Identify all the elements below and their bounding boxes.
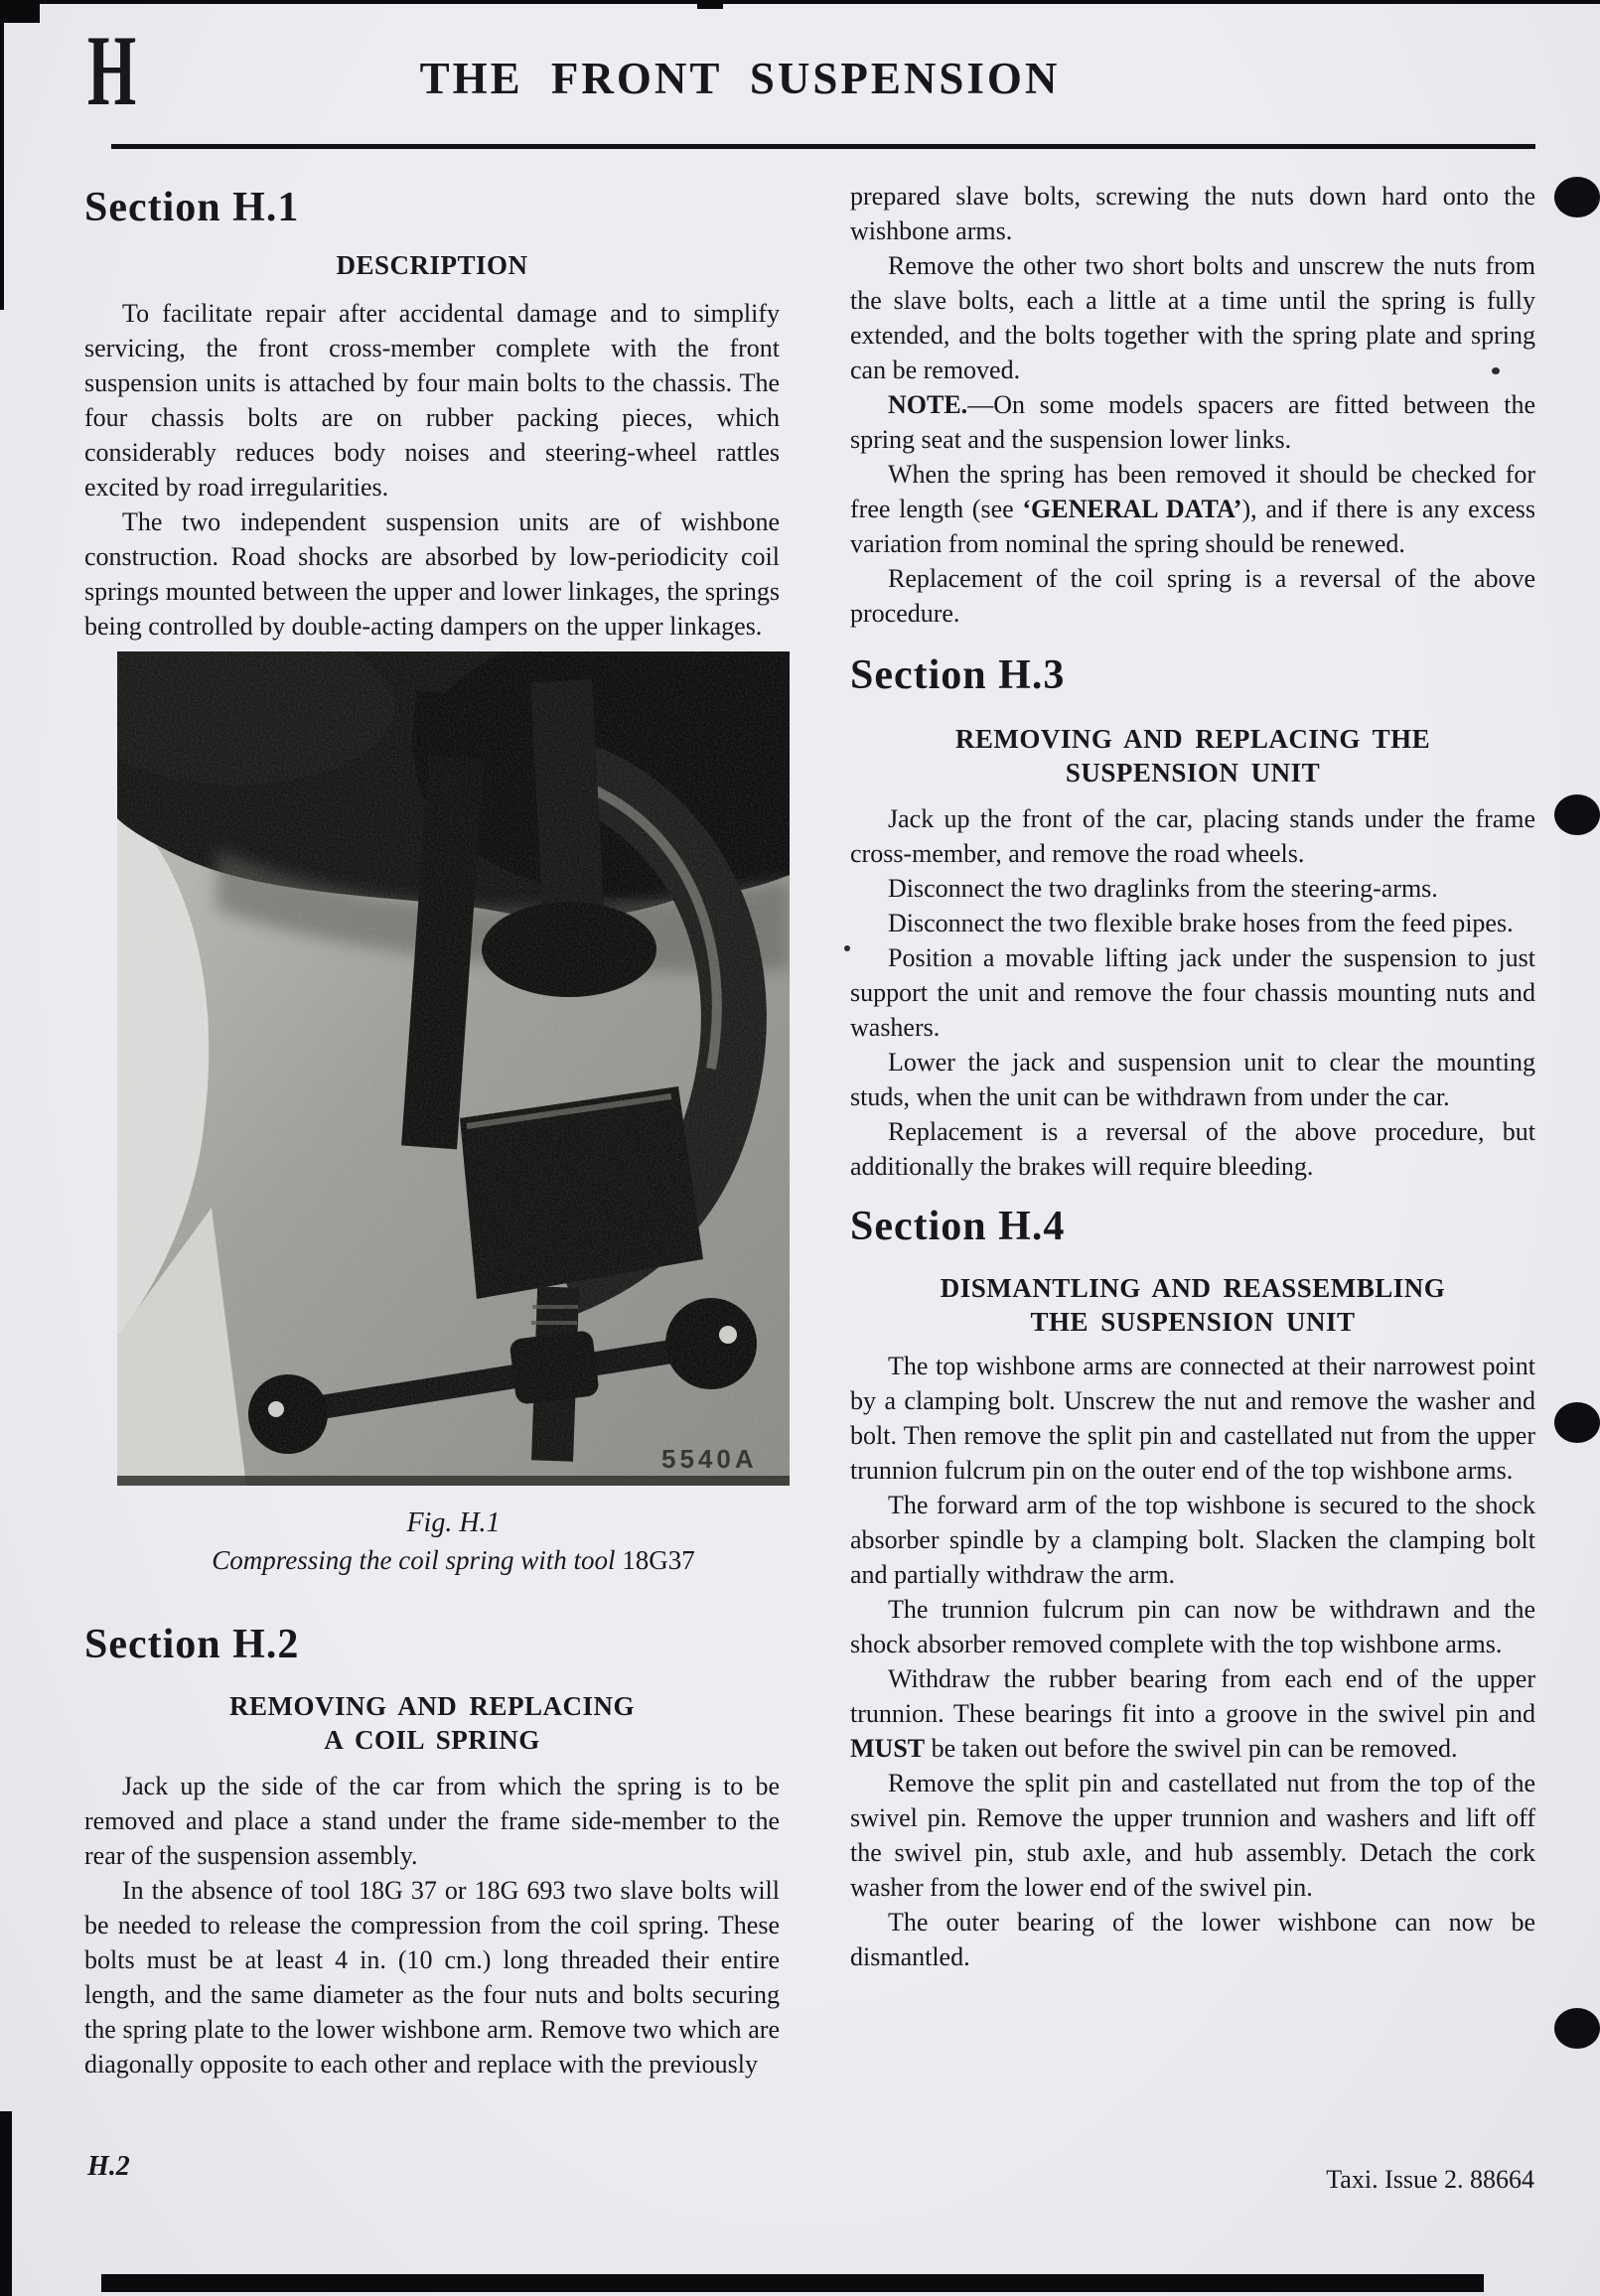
photo-bottom-edge bbox=[117, 1476, 790, 1486]
paragraph-h3: Position a movable lifting jack under the suspension to just support the unit and remove the four chassis mounting nuts and washers. bbox=[850, 943, 1535, 1042]
scan-bottom-strip bbox=[101, 2274, 1484, 2292]
paragraph-h4-rubber-bearing: Withdraw the rubber bearing from each end of the upper trunnion. These bearings fit into a groove in the swivel pin and MUST be taken out before the swivel pin can be removed. bbox=[850, 1664, 1535, 1763]
paragraph-h4-clamping-bolt: The top wishbone arms are connected at their narrowest point by a clamping bolt. Unscrew the nut and remove the washer and bolt. Then remove the split pin and castellated nut from the upper trunnion fulcrum pin on the outer end of the top wishbone arms. bbox=[850, 1352, 1535, 1485]
scan-edge-top bbox=[0, 0, 1600, 4]
paragraph-h3: Disconnect the two draglinks from the steering-arms. bbox=[888, 874, 1438, 903]
paragraph-replacement: Replacement of the coil spring is a reversal of the above procedure. bbox=[850, 564, 1535, 628]
paragraph-jack-up-side: Jack up the side of the car from which the spring is to be removed and place a stand under the frame side-member to the rear of the suspension assembly. bbox=[84, 1772, 780, 1870]
paragraph-description-2: The two independent suspension units are of wishbone construction. Road shocks are absorbed by low-periodicity coil springs mounted between the upper and lower linkages, the springs being controlled by double-acting dampers on the upper linkages. bbox=[84, 507, 780, 641]
section-h4-heading: Section H.4 bbox=[850, 1204, 1066, 1249]
figure-caption-number: Fig. H.1 bbox=[406, 1507, 501, 1538]
scan-top-nub bbox=[697, 0, 723, 9]
paragraph-description-1: To facilitate repair after accidental damage and to simplify servicing, the front cross-member complete with the front suspension units is attached by four main bolts to the chassis. The four chassis bolts are on rubber packing pieces, which considerably reduces body noises and steering-wheel rattles excited by road irregularities. bbox=[84, 299, 780, 502]
photo-stamp: 5540A bbox=[661, 1444, 758, 1474]
paragraph-h3: Jack up the front of the car, placing stands under the frame cross-member, and remove the road wheels. bbox=[850, 804, 1535, 868]
section-h3-heading: Section H.3 bbox=[850, 652, 1066, 698]
scan-left-bar bbox=[0, 2111, 12, 2296]
paragraph-h4-split-pin: Remove the split pin and castellated nut from the top of the swivel pin. Remove the upper trunnion and washers and lift off the swivel pin, stub axle, and hub assembly. Detach the cork washer from the lower end of the swivel pin. bbox=[850, 1769, 1535, 1902]
section-h1-subheading: DESCRIPTION bbox=[336, 250, 528, 280]
paragraph-h3: Lower the jack and suspension unit to clear the mounting studs, when the unit can be withdrawn from under the car. bbox=[850, 1048, 1535, 1111]
photo-grain bbox=[117, 651, 790, 1486]
figure-h1 bbox=[117, 651, 790, 1486]
paragraph-h4-forward-arm: The forward arm of the top wishbone is secured to the shock absorber spindle by a clamping bolt. Slacken the clamping bolt and partially withdraw the arm. bbox=[850, 1491, 1535, 1589]
punch-dot-2 bbox=[1554, 794, 1600, 835]
paragraph-check-free-length: When the spring has been removed it should be checked for free length (see ‘GENERAL DATA’), and if there is any excess variation from nominal the spring should be renewed. bbox=[850, 460, 1536, 558]
punch-dot-4 bbox=[1554, 2008, 1600, 2049]
section-h2-subheading-1: REMOVING AND REPLACING bbox=[228, 1691, 636, 1721]
paragraph-h4-trunnion-pin: The trunnion fulcrum pin can now be withdrawn and the shock absorber removed complete with the top wishbone arms. bbox=[850, 1595, 1535, 1658]
punch-dot-3 bbox=[1554, 1402, 1600, 1443]
section-h3-subheading-2: SUSPENSION UNIT bbox=[1065, 758, 1321, 788]
left-column bbox=[84, 169, 780, 2081]
right-column bbox=[850, 179, 1535, 1974]
header-rule bbox=[111, 144, 1535, 149]
section-h4-subheading-2: THE SUSPENSION UNIT bbox=[1030, 1307, 1356, 1337]
page-number: H.2 bbox=[87, 2151, 130, 2182]
scan-corner-mark bbox=[0, 0, 40, 23]
paragraph-remove-bolts: Remove the other two short bolts and unscrew the nuts from the slave bolts, each a little at a time until the spring is fully extended, and the bolts together with the spring plate and spring can be removed. bbox=[850, 251, 1535, 384]
issue-note: Taxi. Issue 2. 88664 bbox=[1326, 2165, 1534, 2194]
coil-spring-tool-photo bbox=[117, 651, 790, 1486]
section-h2-heading: Section H.2 bbox=[84, 1622, 300, 1667]
section-h4-subheading-1: DISMANTLING AND REASSEMBLING bbox=[940, 1273, 1446, 1303]
scan-edge-left bbox=[0, 0, 4, 310]
chapter-letter: H bbox=[87, 15, 137, 127]
paragraph-slave-bolts: In the absence of tool 18G 37 or 18G 693 two slave bolts will be needed to release the compression from the coil spring. These bolts must be at least 4 in. (10 cm.) long threaded their entire length, and the same diameter as the four nuts and bolts securing the spring plate to the lower wishbone arm. Remove two which are diagonally opposite to each other and replace with the previously bbox=[84, 1876, 780, 2079]
section-h1-heading: Section H.1 bbox=[84, 185, 300, 230]
paragraph-continuation: prepared slave bolts, screwing the nuts down hard onto the wishbone arms. bbox=[850, 182, 1535, 245]
section-h2-subheading-2: A COIL SPRING bbox=[324, 1725, 540, 1755]
figure-caption: Compressing the coil spring with tool 18G37 bbox=[212, 1545, 695, 1575]
section-h3-subheading-1: REMOVING AND REPLACING THE bbox=[954, 724, 1431, 754]
paragraph-h4-outer-bearing: The outer bearing of the lower wishbone can now be dismantled. bbox=[850, 1908, 1535, 1971]
paragraph-note: NOTE.—On some models spacers are fitted between the spring seat and the suspension lower links. bbox=[850, 390, 1535, 454]
paragraph-h3: Replacement is a reversal of the above procedure, but additionally the brakes will require bleeding. bbox=[850, 1117, 1535, 1181]
page-title: THE FRONT SUSPENSION bbox=[419, 54, 1061, 103]
paragraph-h3: Disconnect the two flexible brake hoses from the feed pipes. bbox=[888, 909, 1514, 937]
punch-dot-1 bbox=[1554, 177, 1600, 217]
